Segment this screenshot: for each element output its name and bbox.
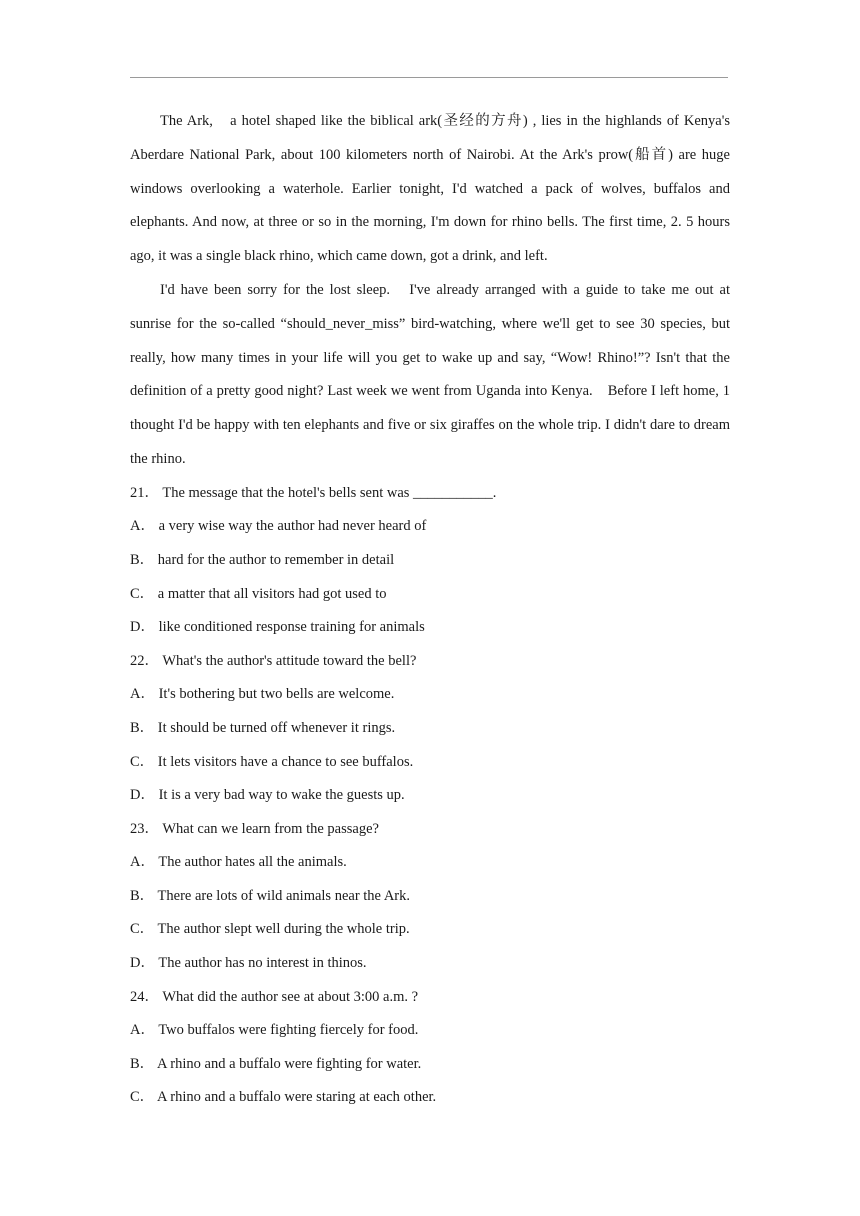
option-a: A． Two buffalos were fighting fiercely for food. — [130, 1022, 419, 1039]
option-d: D． It is a very bad way to wake the guests up. — [130, 787, 405, 804]
question-22 — [130, 645, 730, 813]
option-d: D． The author has no interest in thinos. — [130, 955, 367, 972]
passage-paragraph-2: I'd have been sorry for the lost sleep. I've already arranged with a guide to take me out at sunrise for the so-called “should_never_miss” bird-watching, where we'll get to see 30 species, but really, how many times in your life will you get to wake up and say, “Wow! Rhino!”? Isn't that the definition of a pretty good night? Last week we went from Uganda into Kenya. Before I left home, 1 thought I'd be happy with ten elephants and five or six giraffes on the whole trip. I didn't dare to dream the rhino. — [130, 281, 730, 467]
option-a: A． It's bothering but two bells are welcome. — [130, 686, 395, 703]
option-b: B． hard for the author to remember in detail — [130, 551, 395, 568]
option-b: B． It should be turned off whenever it rings. — [130, 719, 396, 736]
option-b: B． There are lots of wild animals near the Ark. — [130, 887, 410, 904]
passage-paragraph-1: The Ark, a hotel shaped like the biblical ark(圣经的方舟) , lies in the highlands of Kenya's Aberdare National Park, about 100 kilometers north of Nairobi. At the Ark's prow(船首) are huge windows overlooking a waterhole. Earlier tonight, I'd watched a pack of wolves, buffalos and elephants. And now, at three or so in the morning, I'm down for rhino bells. The first time, 2. 5 hours ago, it was a single black rhino, which came down, got a drink, and left. — [130, 113, 730, 265]
option-c: C． A rhino and a buffalo were staring at each other. — [130, 1089, 437, 1106]
option-a: A． a very wise way the author had never heard of — [130, 518, 427, 535]
question-24 — [130, 981, 730, 1115]
header-rule — [130, 77, 728, 78]
option-b: B． A rhino and a buffalo were fighting for water. — [130, 1055, 422, 1072]
option-a: A． The author hates all the animals. — [130, 854, 347, 871]
document-body — [130, 105, 730, 1115]
question-stem: 23． What can we learn from the passage? — [130, 820, 379, 837]
question-stem: 24． What did the author see at about 3:00 a.m. ? — [130, 988, 419, 1005]
option-d: D． like conditioned response training for animals — [130, 619, 425, 636]
question-23 — [130, 813, 730, 981]
option-c: C． It lets visitors have a chance to see buffalos. — [130, 753, 414, 770]
question-stem: 22． What's the author's attitude toward the bell? — [130, 652, 417, 669]
option-c: C． The author slept well during the whole trip. — [130, 921, 410, 938]
option-c: C． a matter that all visitors had got used to — [130, 585, 387, 602]
question-stem: 21． The message that the hotel's bells sent was ___________. — [130, 484, 497, 501]
question-21 — [130, 477, 730, 645]
